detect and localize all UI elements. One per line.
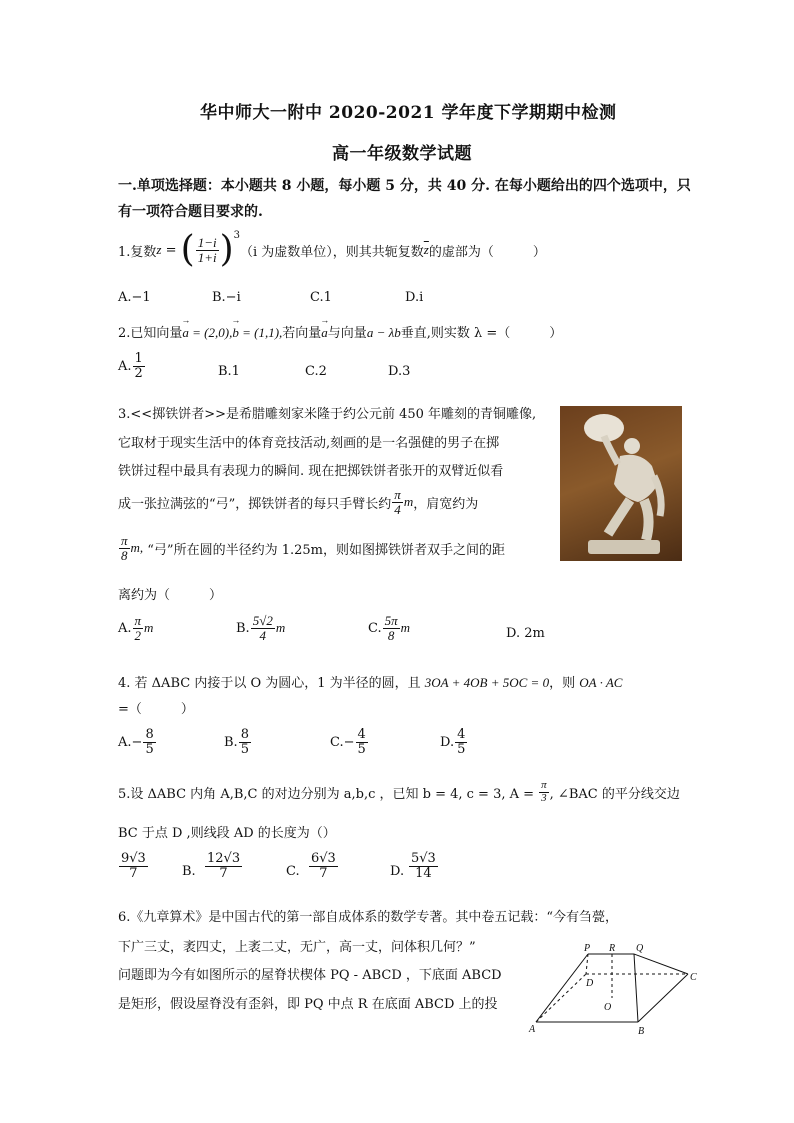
q4-opt-b-num: 8 — [240, 727, 249, 742]
q4-opt-d-den: 5 — [457, 741, 466, 757]
q5-option-b — [204, 852, 243, 880]
q5-opt-a-frac — [119, 852, 148, 880]
statue-leg-left — [608, 500, 630, 534]
q2-option-b: B.1 — [218, 364, 240, 379]
q4-option-c — [330, 728, 369, 756]
statue-head — [624, 438, 640, 454]
label-a: A — [529, 1024, 536, 1035]
q4-line2: =（ ） — [118, 702, 194, 717]
q4-opt-c-label: C. — [330, 734, 344, 750]
q1-den: 1+i — [197, 249, 217, 265]
q5-opt-c-den: 7 — [319, 865, 328, 881]
q2-prefix: 2.已知向量 — [118, 326, 183, 341]
question-5 — [118, 780, 680, 804]
q4-opt-b-label: B. — [224, 734, 238, 750]
q3-line1: 3.<<掷铁饼者>>是希腊雕刻家米隆于约公元前 450 年雕刻的青铜雕像, — [118, 407, 537, 422]
q2-opt-a-label: A. — [118, 358, 132, 374]
q3-line5 — [118, 534, 505, 562]
edge-ad — [536, 974, 586, 1022]
label-o: O — [604, 1002, 612, 1013]
q3-shoulder-num: π — [121, 533, 128, 548]
q3-opt-a-num: π — [134, 613, 142, 628]
q2-vec-b: → b — [232, 325, 239, 341]
section-heading-line1: 一.单项选择题：本小题共 8 小题，每小题 5 分，共 40 分. 在每小题给出的四个选项中，只 — [118, 178, 691, 194]
q4-option-a — [118, 728, 157, 756]
q5-option-d-label: D. — [390, 864, 405, 879]
q5-angle-den: 3 — [541, 791, 547, 804]
q5-text-tail: , ∠BAC 的平分线交边 — [549, 786, 680, 802]
label-p: P — [584, 943, 591, 954]
q5-opt-b-num: 12√3 — [207, 851, 241, 866]
q5-option-c-label: C. — [286, 864, 300, 879]
q4-opt-b-frac — [239, 728, 251, 756]
q3-opt-b-num: 5√2 — [252, 613, 273, 628]
q3-line3: 铁饼过程中最具有表现力的瞬间. 现在把掷铁饼者张开的双臂近似看 — [118, 464, 504, 479]
q3-opt-c-label: C. — [368, 620, 382, 636]
q3-opt-c-frac — [383, 614, 400, 642]
q1-option-a: A.−1 — [118, 290, 151, 305]
statue-arm-lower — [654, 476, 661, 516]
q5-option-d — [408, 852, 439, 880]
q3-option-a — [118, 614, 153, 642]
q1-suffix: 的虚部为（ ） — [428, 244, 546, 260]
q1-fraction — [196, 236, 219, 264]
q4-option-d — [440, 728, 468, 756]
q5-opt-a-den: 7 — [129, 865, 138, 881]
q3-opt-c-den: 8 — [387, 627, 395, 643]
q2-option-a — [118, 352, 146, 380]
q3-arm-unit: m — [403, 494, 414, 510]
q2-vec-a: → a — [182, 325, 189, 341]
q2-opt-a-frac — [133, 352, 145, 380]
q2-eq1: = (2,0), — [188, 325, 233, 340]
q3-line6: 离约为（ ） — [118, 588, 223, 603]
edge-pa — [536, 954, 588, 1022]
q2-option-c: C.2 — [305, 364, 327, 379]
discus-thrower-photo — [560, 406, 682, 561]
q4-opt-b-den: 5 — [240, 741, 249, 757]
q2-mid2: 与向量 — [327, 326, 367, 341]
q3-line4 — [118, 488, 478, 516]
q3-line4-text: 成一张拉满弦的“弓”，掷铁饼者的每只手臂长约 — [118, 496, 392, 512]
label-r: R — [609, 943, 616, 954]
q6-line3: 问题即为今有如图所示的屋脊状楔体 PQ - ABCD ，下底面 ABCD — [118, 968, 502, 983]
q5-text: 5.设 ΔABC 内角 A,B,C 的对边分别为 a,b,c ，已知 b = 4, c = 3, A = — [118, 786, 539, 802]
section-heading-line2: 有一项符合题目要求的. — [118, 204, 263, 220]
q5-opt-d-den: 14 — [415, 865, 432, 881]
q4-opt-a-den: 5 — [145, 741, 154, 757]
q1-eq: = — [161, 242, 181, 258]
q3-arm-den: 4 — [394, 501, 401, 517]
q6-line1: 6.《九章算术》是中国古代的第一部自成体系的数学专著。其中卷五记载：“今有刍甍， — [118, 910, 619, 925]
q3-opt-a-frac — [133, 614, 144, 642]
label-c: C — [690, 972, 697, 983]
q4-opt-a-num: 8 — [145, 727, 154, 742]
q2-mid: 若向量 — [282, 326, 322, 341]
label-q: Q — [636, 943, 644, 954]
q3-opt-c-num: 5π — [384, 613, 398, 628]
q2-eq2: = (1,1), — [238, 325, 283, 340]
q3-opt-b-frac — [251, 614, 275, 642]
q4-opt-c-sign: − — [343, 734, 355, 750]
q3-opt-a-den: 2 — [134, 627, 142, 643]
q2-vec-a2: → a — [321, 325, 328, 341]
q4-then: ，则 — [549, 676, 580, 691]
q3-line5-text: “弓”所在圆的半径约为 1.25m，则如图掷铁饼者双手之间的距 — [143, 542, 505, 558]
q3-opt-b-unit: m — [275, 620, 286, 636]
q1-option-b: B.−i — [212, 290, 241, 305]
q5-option-a — [118, 852, 149, 880]
q1-option-c: C.1 — [310, 290, 332, 305]
edge-qb — [634, 954, 638, 1022]
q3-shoulder-den: 8 — [121, 547, 128, 563]
q3-option-c — [368, 614, 410, 642]
statue-base — [588, 540, 660, 554]
q5-opt-c-num: 6√3 — [311, 851, 336, 866]
label-b: B — [638, 1026, 645, 1036]
q5-opt-c-frac — [309, 852, 338, 880]
q3-shoulder-unit: m, — [130, 540, 144, 556]
wedge-figure — [528, 940, 704, 1036]
label-d: D — [586, 978, 594, 989]
statue-illustration — [560, 406, 682, 561]
exam-title: 华中师大一附中 2020-2021 学年度下学期期中检测 — [200, 103, 617, 123]
q6-line4: 是矩形，假设屋脊没有歪斜，即 PQ 中点 R 在底面 ABCD 上的投 — [118, 997, 498, 1012]
q3-opt-c-unit: m — [400, 620, 411, 636]
q2-suffix: 垂直,则实数 λ =（ ） — [400, 326, 563, 341]
q4-opt-c-den: 5 — [357, 741, 366, 757]
q4-text: 4. 若 ΔABC 内接于以 O 为圆心，1 为半径的圆，且 — [118, 676, 425, 691]
q3-arm-num: π — [394, 487, 401, 502]
q4-opt-c-frac — [356, 728, 368, 756]
q2-option-d: D.3 — [388, 364, 411, 379]
question-2 — [118, 322, 562, 341]
q4-option-b — [224, 728, 252, 756]
q1-right-paren: ) — [219, 229, 234, 270]
q5-opt-d-frac — [409, 852, 438, 880]
q5-opt-d-num: 5√3 — [411, 851, 436, 866]
q4-opt-c-num: 4 — [357, 727, 366, 742]
q1-prefix: 1.复数 — [118, 244, 157, 260]
q4-opt-d-num: 4 — [457, 727, 466, 742]
q3-opt-a-label: A. — [118, 620, 132, 636]
q6-line2: 下广三丈，袤四丈，上袤二丈，无广，高一丈，问体积几何？” — [118, 940, 476, 955]
q5-option-b-label: B. — [182, 864, 196, 879]
q4-opt-a-label: A. — [118, 734, 132, 750]
q4-target: OA · AC — [579, 675, 623, 690]
q1-left-paren: ( — [180, 229, 195, 270]
q1-zbar: $\overline{z}$ — [423, 242, 429, 257]
q2-opt-a-den: 2 — [134, 365, 143, 381]
q5-opt-b-den: 7 — [219, 865, 228, 881]
question-4 — [118, 672, 622, 691]
q5-opt-a-num: 9√3 — [121, 851, 146, 866]
q3-option-b — [236, 614, 285, 642]
q4-opt-a-frac — [143, 728, 155, 756]
edge-qc — [634, 954, 688, 974]
q3-opt-b-den: 4 — [259, 627, 266, 643]
q3-arm-frac — [392, 488, 403, 516]
q4-opt-a-sign: − — [131, 734, 143, 750]
q4-vector-eq: 3OA + 4OB + 5OC = 0 — [424, 675, 550, 690]
q3-opt-a-unit: m — [144, 620, 154, 636]
q1-option-d: D.i — [405, 290, 424, 305]
statue-leg-right — [644, 500, 649, 540]
q2-opt-a-num: 1 — [134, 351, 143, 366]
q3-line4-tail: ，肩宽约为 — [413, 496, 479, 512]
q5-angle-num: π — [541, 779, 547, 791]
q3-opt-b-label: B. — [236, 620, 250, 636]
q3-option-d: D. 2m — [506, 626, 545, 641]
q5-angle-frac — [539, 780, 549, 804]
q3-line2: 它取材于现实生活中的体育竞技活动,刻画的是一名强健的男子在掷 — [118, 436, 500, 451]
edge-bc — [638, 974, 688, 1022]
q5-line2: BC 于点 D ,则线段 AD 的长度为（） — [118, 826, 336, 841]
q1-note: （i 为虚数单位），则其共轭复数 — [240, 244, 424, 260]
q5-opt-b-frac — [205, 852, 242, 880]
q2-expr: a − λb — [366, 325, 401, 340]
q1-num: 1−i — [197, 234, 217, 250]
q1-exp: 3 — [233, 230, 240, 241]
q5-option-c — [308, 852, 339, 880]
q1-z: z — [156, 242, 162, 257]
exam-subtitle: 高一年级数学试题 — [332, 144, 472, 164]
q4-opt-d-label: D. — [440, 734, 455, 750]
q3-shoulder-frac — [119, 534, 130, 562]
question-1 — [118, 229, 546, 270]
q4-opt-d-frac — [455, 728, 467, 756]
